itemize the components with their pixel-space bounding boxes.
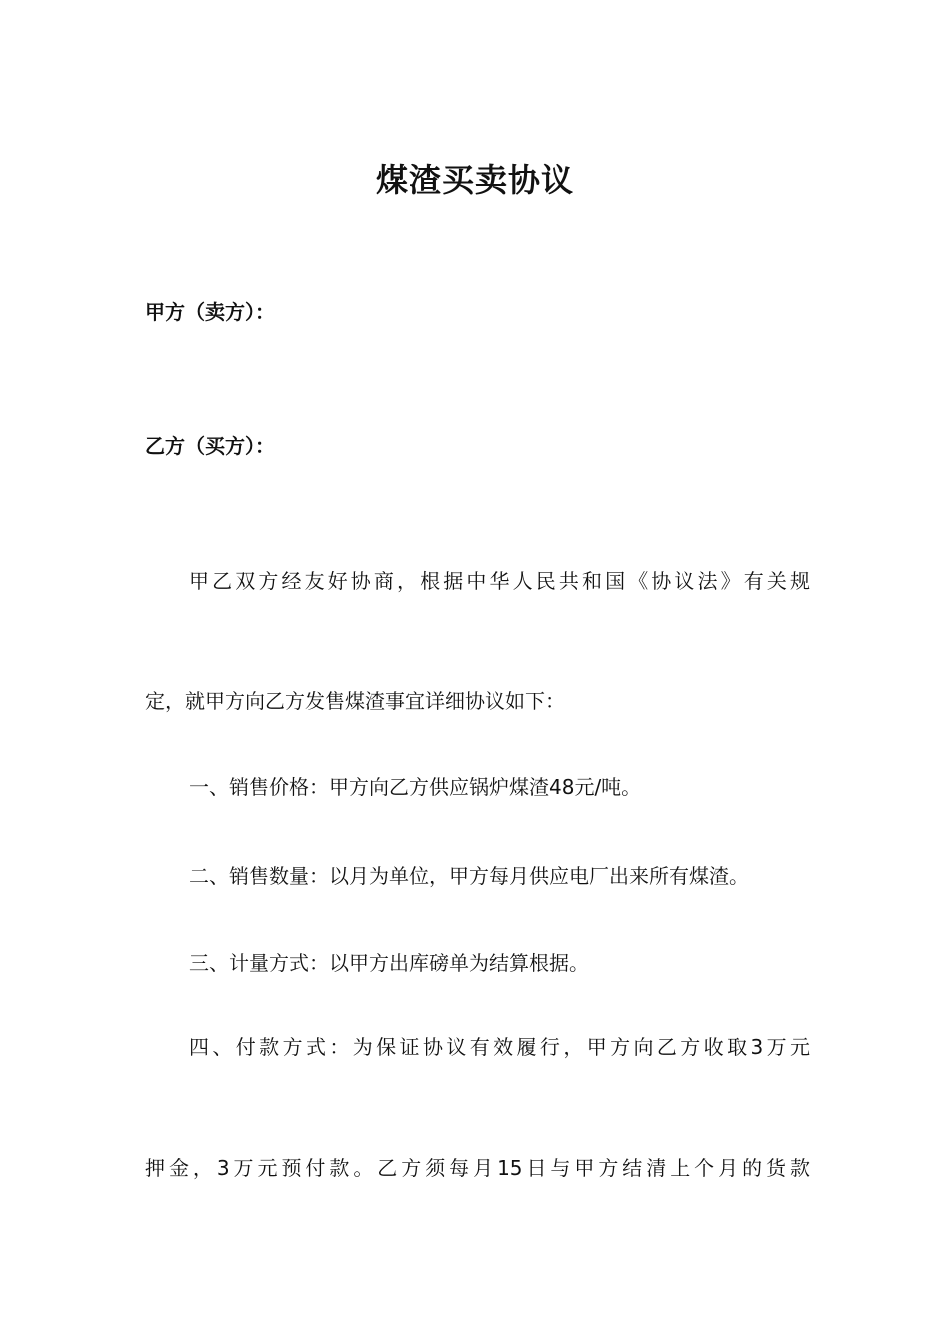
preamble-line-2: 定，就甲方向乙方发售煤渣事宜详细协议如下：	[145, 689, 565, 713]
clause-2-quantity: 二、销售数量：以月为单位，甲方每月供应电厂出来所有煤渣。	[189, 864, 749, 888]
clause-1-price: 一、销售价格：甲方向乙方供应锅炉煤渣48元/吨。	[189, 775, 642, 799]
preamble-line-1: 甲乙双方经友好协商，根据中华人民共和国《协议法》有关规	[189, 569, 810, 593]
party-a-label: 甲方（卖方）：	[145, 300, 275, 324]
clause-4-payment-line-2: 押金，3万元预付款。乙方须每月15日与甲方结清上个月的货款	[145, 1156, 810, 1180]
clause-4-payment-line-1: 四、付款方式：为保证协议有效履行，甲方向乙方收取3万元	[189, 1035, 810, 1059]
document-title: 煤渣买卖协议	[375, 161, 574, 199]
party-b-label: 乙方（买方）：	[145, 434, 275, 458]
clause-3-measurement: 三、计量方式：以甲方出库磅单为结算根据。	[189, 951, 589, 975]
